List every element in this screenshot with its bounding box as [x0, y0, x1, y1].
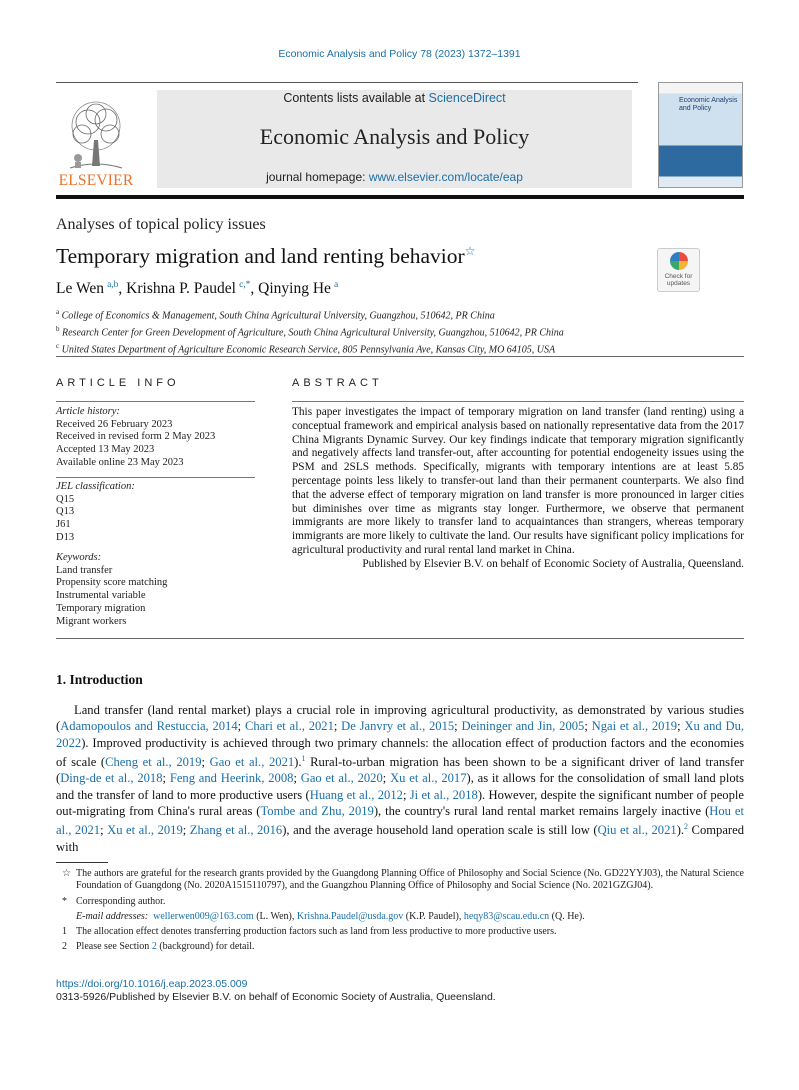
citation-link[interactable]: Tombe and Zhu, 2019 [260, 803, 374, 818]
jel-code: D13 [56, 531, 75, 543]
sciencedirect-link[interactable]: ScienceDirect [428, 91, 506, 105]
affiliation-item: $^a$ College of Economics & Management, South China Agricultural University, Guangzhou, 510642, PR China [56, 308, 495, 322]
author-name[interactable]: Qinying He [258, 280, 331, 298]
jel-classification: JEL classification: Q15 Q13 J61 D13 [56, 481, 255, 545]
affiliation-item: $^b$ Research Center for Green Development of Agriculture, South China Agricultural University, Guangzhou, 510642, PR China [56, 324, 564, 339]
header-divider [56, 82, 638, 83]
abstract-heading: ABSTRACT [292, 377, 383, 389]
footnote-corresponding: * Corresponding author. [62, 895, 166, 907]
section-link[interactable]: 2 [151, 941, 157, 953]
abstract-text: This paper investigates the impact of temporary migration on land transfer (land renting) using a conceptual framework and empirical analysis based on nationally representative data from the 2017 China Migrants Dynamic Survey. Our key findings indicate that temporary migration significantly and negatively affects land transfer-out, after accounting for potential endogeneity issues using the PSM and 2SLS methods. Specifically, migrants with temporary intentions are at least 5.85 percentage points less likely to transfer-out land than their permanent counterparts. We also find that the adverse effect of temporary migration on land transfer is more pronounced in larger cities but diminishes over time as migrants stay longer. Furthermore, we observe that permanent immigrants are more likely to transfer land to acquaintances than strangers, whereas temporary immigrants are more likely to cultivate the land. Our results have significant policy implications for agricultural productivity and rural rental land market in China. Published by Elsevier B.V. on behalf of Economic Society of Australia, Queensland. [292, 406, 744, 570]
footnote-divider [56, 862, 108, 863]
citation-link[interactable]: Zhang et al., 2016 [189, 823, 283, 838]
affiliation-item: $^c$ United States Department of Agriculture Economic Research Service, 805 Pennsylvania Ave, Kansas City, MO 64105, USA [56, 341, 556, 355]
crossmark-icon [670, 252, 688, 270]
paragraph-text: ; [237, 719, 245, 734]
paragraph-text: ; [454, 719, 462, 734]
paragraph-text: ; [293, 771, 301, 786]
doi-link[interactable]: https://doi.org/10.1016/j.eap.2023.05.009 [56, 978, 248, 990]
article-history: Article history: Received 26 February 2023 Received in revised form 2 May 2023 Accepted 13 May 2023 Available online 23 May 2023 [56, 406, 255, 470]
keyword: Land transfer [56, 564, 113, 576]
email-link[interactable]: heqy83@scau.edu.cn [463, 910, 550, 922]
divider [56, 477, 255, 478]
citation-link[interactable]: Cheng et al., 2019 [105, 755, 202, 770]
keyword: Propensity score matching [56, 577, 168, 589]
footnote-1: 1 The allocation effect denotes transferring production factors such as land from less productive to more productive users. [62, 926, 557, 938]
header-thick-rule [56, 195, 744, 199]
footnote-2: 2 Please see Section 2 (background) for detail. [62, 941, 255, 953]
paragraph-text: ; [182, 823, 190, 838]
introduction-paragraph [56, 702, 744, 855]
paragraph-text: Land transfer (land rental market) plays a crucial role in improving agricultural productivity, as demonstrated by various studies ( [56, 703, 744, 734]
section-heading-introduction: 1. Introduction [56, 672, 143, 687]
journal-banner [157, 90, 632, 188]
paragraph-text: ). [676, 823, 685, 838]
citation-link[interactable]: Xu et al., 2017 [390, 771, 467, 786]
section-kicker: Analyses of topical policy issues [56, 216, 266, 233]
divider [56, 356, 744, 357]
paragraph-text: ; [584, 719, 592, 734]
paragraph-text: ). Improved productivity is achieved through two primary channels: the allocation effect of production factors and the economies of scale ( [56, 735, 744, 770]
contents-line: Contents lists available at ScienceDirect [283, 91, 506, 105]
footnote-emails: E-mail addresses: wellerwen009@163.com (L. Wen), Krishna.Paudel@usda.gov (K.P. Paudel), heqy83@scau.edu.cn (Q. He). [76, 910, 585, 922]
paragraph-text: ; [162, 771, 170, 786]
keyword: Temporary migration [56, 602, 146, 614]
citation-link[interactable]: Gao et al., 2020 [300, 771, 383, 786]
paragraph-text: ; [402, 787, 410, 802]
paragraph-text: ), as it allows for the consolidation of small land plots and the transfer of land to more productive users ( [56, 771, 745, 802]
article-title: Temporary migration and land renting behavior☆ [56, 244, 476, 269]
abstract-published-by: Published by Elsevier B.V. on behalf of Economic Society of Australia, Queensland. [362, 557, 744, 570]
paragraph-text: ; [100, 823, 108, 838]
publisher-wordmark: ELSEVIER [58, 172, 134, 189]
keywords: Keywords: Land transfer Propensity score matching Instrumental variable Temporary migration Migrant workers [56, 552, 255, 628]
journal-cover-image [658, 82, 743, 188]
cover-title: Economic Analysis and Policy [679, 97, 738, 112]
footnote-ref[interactable]: 1 [301, 753, 306, 763]
paragraph-text: ). However, despite the significant number of people out-migrating from China's rural areas ( [56, 787, 744, 818]
paragraph-text: ), the country's rural land rental market remains largely inactive ( [373, 803, 710, 818]
history-item: Available online 23 May 2023 [56, 456, 184, 468]
divider [56, 401, 255, 402]
footnotes [56, 868, 744, 957]
author-name[interactable]: Le Wen [56, 280, 104, 298]
citation-link[interactable]: Xu et al., 2019 [107, 823, 183, 838]
citation-link[interactable]: Chari et al., 2021 [244, 719, 334, 734]
article-info-heading: ARTICLE INFO [56, 377, 180, 389]
citation-link[interactable]: Adamopoulos and Restuccia, 2014 [60, 719, 238, 734]
issn-line: 0313-5926/Published by Elsevier B.V. on behalf of Economic Society of Australia, Queensland. [56, 991, 496, 1003]
citation-link[interactable]: Qiu et al., 2021 [597, 823, 677, 838]
history-item: Received 26 February 2023 [56, 418, 173, 430]
journal-citation[interactable]: Economic Analysis and Policy 78 (2023) 1372–1391 [278, 48, 521, 60]
keyword: Migrant workers [56, 615, 127, 627]
citation-link[interactable]: Ji et al., 2018 [409, 787, 478, 802]
jel-code: Q13 [56, 506, 75, 518]
homepage-line: journal homepage: www.elsevier.com/locate/eap [266, 170, 523, 184]
citation-link[interactable]: Ngai et al., 2019 [591, 719, 678, 734]
citation-link[interactable]: Deininger and Jin, 2005 [461, 719, 585, 734]
keyword: Instrumental variable [56, 590, 146, 602]
paragraph-text: ; [677, 719, 685, 734]
author-list: Le Wen $^{a,b}$, Krishna P. Paudel $^{c,*}$, Qinying He $^a$ [56, 280, 339, 298]
citation-link[interactable]: Hou et al., 2021 [56, 803, 744, 838]
jel-code: J61 [56, 519, 71, 531]
footnote-funding: ☆ The authors are grateful for the research grants provided by the Guangdong Planning Office of Philosophy and Social Science (No. GD22YYJ03), the Natural Science Foundation of Guangdong (No. 2020A1515110797), and the Guangzhou Planning Office of Philosophy and Social Science (No. 2021GZGJ04). [62, 868, 744, 892]
citation-link[interactable]: Feng and Heerink, 2008 [169, 771, 294, 786]
journal-name: Economic Analysis and Policy [259, 124, 530, 149]
author-name[interactable]: Krishna P. Paudel [126, 280, 236, 298]
paragraph-text: ), and the average household land operation scale is still low ( [282, 823, 598, 838]
jel-code: Q15 [56, 493, 75, 505]
homepage-link[interactable]: www.elsevier.com/locate/eap [368, 170, 523, 184]
check-for-updates-badge[interactable]: Check for updates [657, 248, 700, 292]
paragraph-text: ; [201, 755, 210, 770]
citation-link[interactable]: Ding-de et al., 2018 [60, 771, 163, 786]
divider [292, 401, 744, 402]
history-item: Accepted 13 May 2023 [56, 444, 155, 456]
footnote-ref[interactable]: 2 [684, 822, 689, 832]
paragraph-text: Compared with [56, 823, 745, 854]
divider [56, 638, 744, 639]
email-link[interactable]: Krishna.Paudel@usda.gov [296, 910, 404, 922]
paragraph-text: ). [294, 755, 302, 770]
paragraph-text: Rural-to-urban migration has been shown to be a significant driver of land transfer ( [56, 755, 744, 786]
history-item: Received in revised form 2 May 2023 [56, 431, 216, 443]
affiliations [56, 306, 564, 356]
citation-link[interactable]: Huang et al., 2012 [309, 787, 403, 802]
citation-link[interactable]: Gao et al., 2021 [209, 755, 295, 770]
paragraph-text: ; [333, 719, 342, 734]
title-footnote-mark[interactable]: ☆ [464, 244, 476, 258]
citation-link[interactable]: Xu and Du, 2022 [56, 719, 745, 750]
email-link[interactable]: wellerwen009@163.com [153, 910, 254, 922]
citation-link[interactable]: De Janvry et al., 2015 [341, 719, 455, 734]
paragraph-text: ; [382, 771, 391, 786]
